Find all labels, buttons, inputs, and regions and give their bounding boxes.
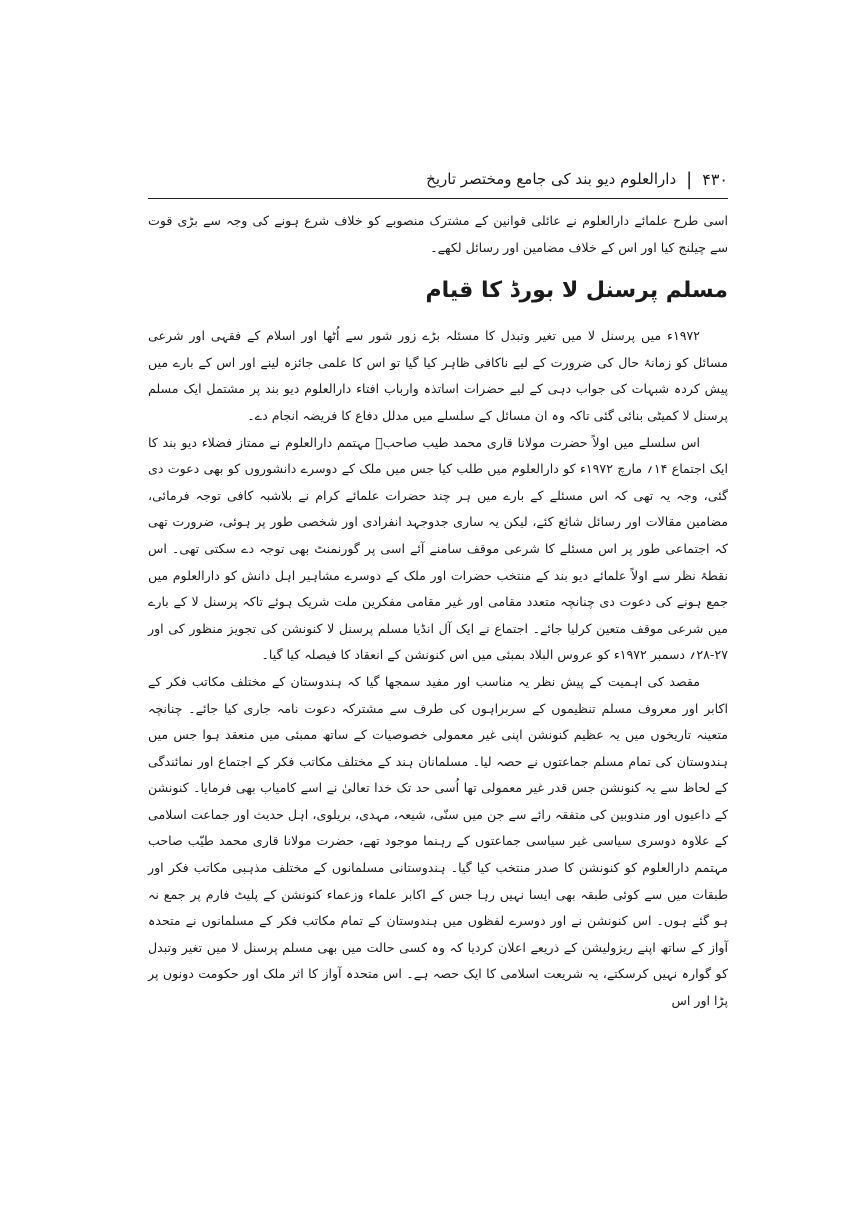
section-heading: مسلم پرسنل لا بورڈ کا قیام (425, 278, 728, 304)
body-paragraph: اس سلسلے میں اولاً حضرت مولانا قاری محمد طیب صاحبؒ مہتمم دارالعلوم نے ممتاز فضلاء دیو بند کا ایک اجتماع ۱۴؍ مارچ ۱۹۷۲ء کو دارالعلوم میں طلب کیا جس میں ملک کے دوسرے دانشوروں کو بھی دعوت دی گئی، وجہ یہ تھی کہ اس مسئلے کے بارے میں ہر چند حضرات علمائے کرام نے بلاشبہ کافی توجہ فرمائی، مضامین مقالات اور رسائل شائع کئے، لیکن یہ ساری جدوجہد انفرادی اور شخصی طور پر ہوئی، ضرورت تھی کہ اجتماعی طور پر اس مسئلے کا شرعی موقف سامنے آئے اسی پر گورنمنٹ بھی توجہ دے سکتی تھی۔ اس نقطۂ نظر سے اولاً علمائے دیو بند کے منتخب حضرات اور ملک کے دوسرے مشاہیر اہل دانش کو دارالعلوم میں جمع ہونے کی دعوت دی چنانچہ متعدد مقامی اور غیر مقامی مفکرین ملت شریک ہوئے تاکہ پرسنل لا کے بارے میں شرعی موقف متعین کرلیا جائے۔ اجتماع نے ایک آل انڈیا مسلم پرسنل لا کنونشن کی تجویز منظور کی اور ۲۷-۲۸؍ دسمبر ۱۹۷۲ء کو عروس البلاد بمبئی میں اس کنونشن کے انعقاد کا فیصلہ کیا گیا۔ (148, 434, 728, 663)
body-paragraph: مقصد کی اہمیت کے پیش نظر یہ مناسب اور مفید سمجھا گیا کہ ہندوستان کے مختلف مکاتب فکر کے اکابر اور معروف مسلم تنظیموں کے سربراہوں کی طرف سے مشترکہ دعوت نامہ جاری کیا جائے۔ چنانچہ متعینہ تاریخوں میں یہ عظیم کنونشن اپنی غیر معمولی خصوصیات کے ساتھ ممبئی میں منعقد ہوا جس میں ہندوستان کی تمام مسلم جماعتوں نے حصہ لیا۔ مسلمانان ہند کے مختلف مکاتب فکر کے اجتماع اور نمائندگی کے لحاظ سے یہ کنونشن جس قدر غیر معمولی تھا اُسی حد تک خدا تعالیٰ نے اسے کامیاب بھی فرمایا۔ کنونشن کے داعیوں اور مندوبین کی متفقہ رائے سے جن میں سنّی، شیعہ، مہدی، بریلوی، اہل حدیث اور جماعت اسلامی کے علاوہ دوسری سیاسی غیر سیاسی جماعتوں کے رہنما موجود تھے، حضرت مولانا قاری محمد طیّب صاحب مہتمم دارالعلوم کو کنونشن کا صدر منتخب کیا گیا۔ ہندوستانی مسلمانوں کے مختلف مذہبی مکاتب فکر اور طبقات میں سے کوئی طبقہ بھی ایسا نہیں رہا جس کے اکابر علماء وزعماء کنونشن کے پلیٹ فارم پر جمع نہ ہو گئے ہوں۔ اس کنونشن نے اور دوسرے لفظوں میں ہندوستان کے تمام مکاتب فکر کے مسلمانوں نے متحدہ آواز کے ساتھ اپنے ریزولیشن کے ذریعے اعلان کردیا کہ وہ کسی حالت میں بھی مسلم پرسنل لا میں تغیر وتبدل کو گوارہ نہیں کرسکتے، یہ شریعت اسلامی کا ایک حصہ ہے۔ اس متحدہ آواز کا اثر ملک اور حکومت دونوں پر پڑا اور اس (148, 673, 728, 1009)
page-number: ۴۳۰ (702, 169, 728, 189)
running-header (148, 165, 728, 193)
intro-paragraph: اسی طرح علمائے دارالعلوم نے عائلی قوانین کے مشترک منصوبے کو خلاف شرع ہونے کی وجہ سے بڑی قوت سے چیلنج کیا اور اس کے خلاف مضامین اور رسائل لکھے۔ (148, 213, 728, 255)
header-rule (148, 198, 728, 199)
body-paragraph: ۱۹۷۲ء میں پرسنل لا میں تغیر وتبدل کا مسئلہ بڑے زور شور سے اُٹھا اور اسلام کے فقہی اور شرعی مسائل کو زمانۂ حال کی ضرورت کے لیے ناکافی ظاہر کیا گیا تو اس کا علمی جائزہ لینے اور اس کے بارے میں پیش کردہ شبہات کی جواب دہی کے لیے حضرات اساتذہ وارباب افتاء دارالعلوم دیو بند پر مشتمل ایک مسلم پرسنل لا کمیٹی بنائی گئی تاکہ وہ ان مسائل کے سلسلے میں مدلل دفاع کا فریضہ انجام دے۔ (148, 328, 728, 423)
header-separator: | (686, 168, 693, 190)
book-title: دارالعلوم دیو بند کی جامع ومختصر تاریخ (426, 170, 677, 188)
page-body (148, 208, 728, 1015)
